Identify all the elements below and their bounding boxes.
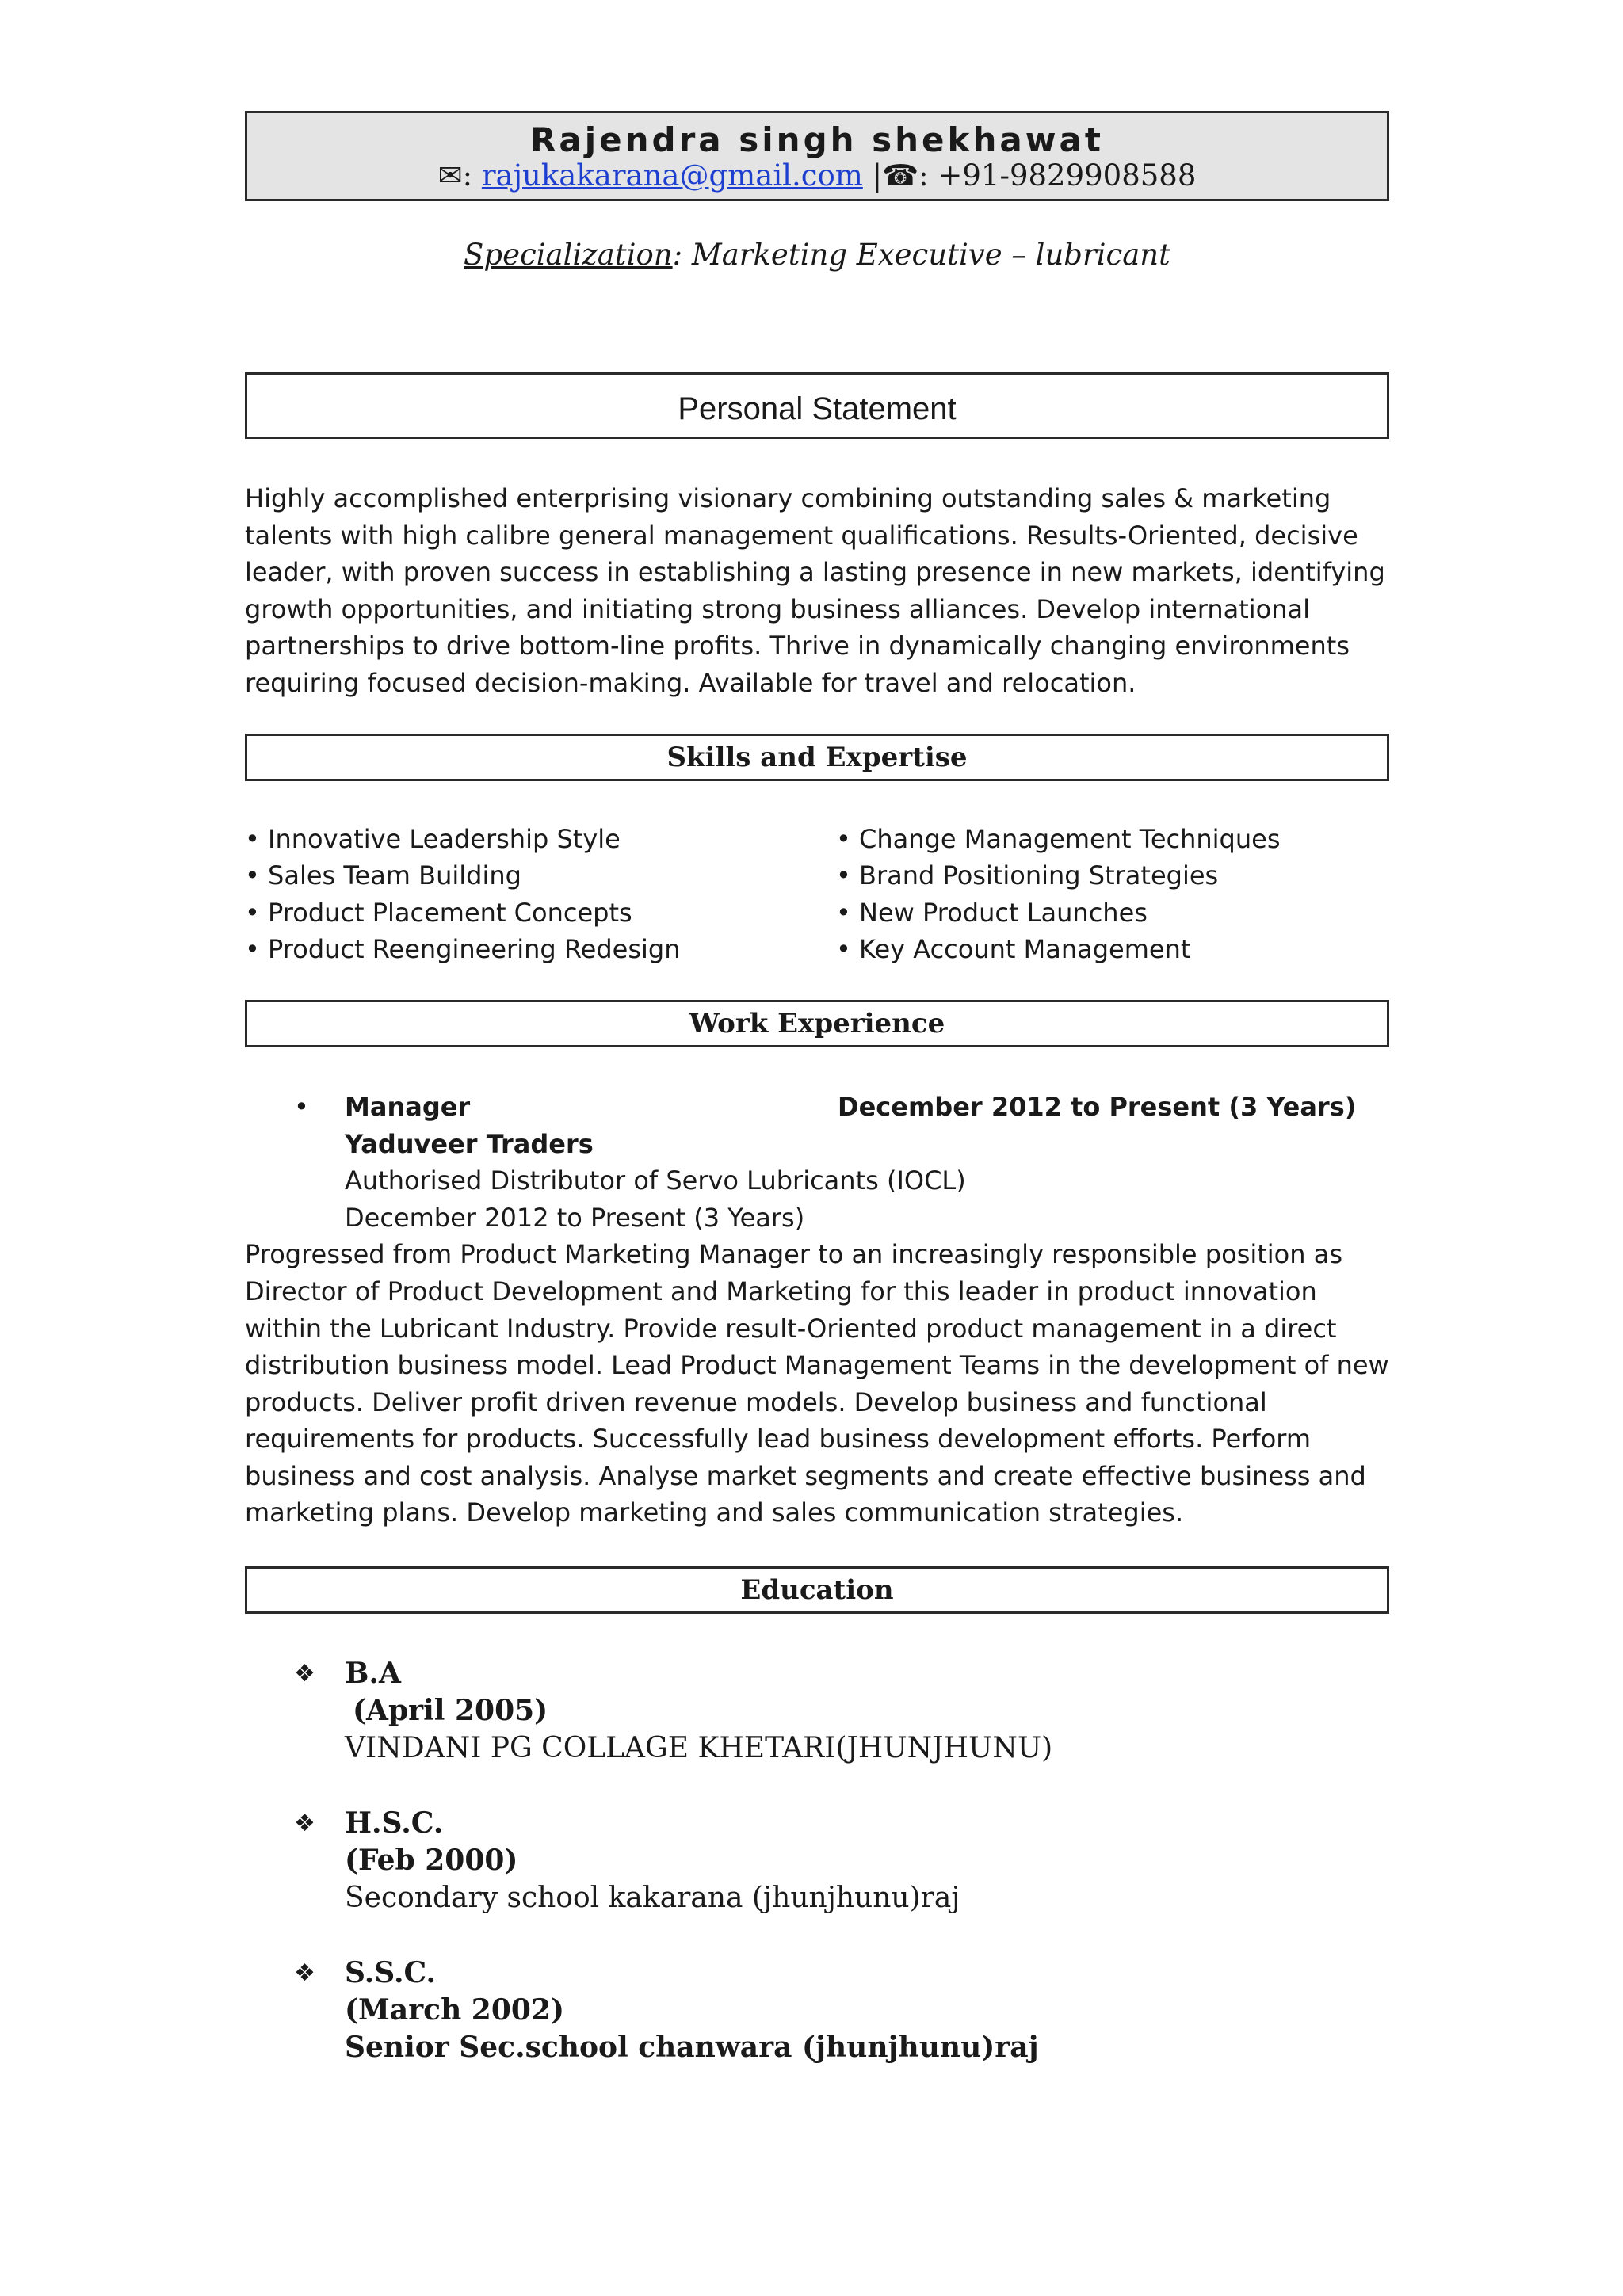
job-company: Yaduveer Traders <box>345 1128 594 1159</box>
contact-line: ✉: rajukakarana@gmail.com |☎: +91-9829908588 <box>437 158 1197 193</box>
education-item <box>245 1955 1389 2066</box>
specialization-value: : Marketing Executive – lubricant <box>672 238 1170 272</box>
skill-item: • Key Account Management <box>836 934 1191 965</box>
skill-item: • Innovative Leadership Style <box>245 823 621 854</box>
skill-item: • Sales Team Building <box>245 860 521 891</box>
bullet-icon: • <box>294 1091 309 1122</box>
education-item <box>245 1655 1389 1767</box>
skill-item: • New Product Launches <box>836 897 1148 928</box>
job-role: Manager <box>345 1091 471 1122</box>
email-link[interactable]: rajukakarana@gmail.com <box>481 158 863 193</box>
job-description: Progressed from Product Marketing Manager to an increasingly responsible position as Director of Product Development and Marketing for this leader in product innovation within the Lubricant Industry. Provide result-Oriented product management in a direct distribution business model. Lead Product Management Teams in the development of new products. Deliver profit driven revenue models. Develop business and functional requirements for products. Successfully lead business development efforts. Perform business and cost analysis. Analyse market segments and create effective business and marketing plans. Develop marketing and sales communication strategies. <box>245 1239 1389 1528</box>
phone-number: +91-9829908588 <box>938 158 1197 193</box>
education-date: (April 2005) <box>353 1694 548 1728</box>
specialization-line <box>245 236 1389 274</box>
job-period: December 2012 to Present (3 Years) <box>838 1091 1357 1122</box>
job-title-row <box>245 1089 1389 1126</box>
work-experience-heading: Work Experience <box>245 1000 1389 1047</box>
skill-item: • Brand Positioning Strategies <box>836 860 1219 891</box>
education-date: (March 2002) <box>345 1993 565 2027</box>
diamond-bullet-icon: ❖ <box>294 1660 315 1688</box>
job-entry <box>245 1089 1389 1531</box>
specialization-label: Specialization <box>464 238 673 272</box>
education-degree: H.S.C. <box>345 1806 444 1840</box>
diamond-bullet-icon: ❖ <box>294 1959 315 1988</box>
skill-item: • Product Placement Concepts <box>245 897 632 928</box>
personal-statement-heading: Personal Statement <box>245 372 1389 439</box>
contact-separator: | <box>872 158 883 193</box>
skills-list <box>245 821 1389 968</box>
personal-statement-text: Highly accomplished enterprising visionary combining outstanding sales & marketing talents with high calibre general management qualifications. Results-Oriented, decisive leader, with proven success in establishing a lasting presence in new markets, identifying growth opportunities, and initiating strong business alliances. Develop international partnerships to drive bottom-line profits. Thrive in dynamically changing environments requiring focused decision-making. Available for travel and relocation. <box>245 483 1385 698</box>
diamond-bullet-icon: ❖ <box>294 1810 315 1838</box>
skill-item: • Change Management Techniques <box>836 823 1281 854</box>
education-school: Secondary school kakarana (jhunjhunu)raj <box>345 1882 960 1915</box>
candidate-name: Rajendra singh shekhawat <box>530 120 1104 159</box>
skills-heading: Skills and Expertise <box>245 734 1389 781</box>
education-school: Senior Sec.school chanwara (jhunjhunu)raj <box>345 2031 1039 2065</box>
education-item <box>245 1805 1389 1917</box>
job-period-repeat: December 2012 to Present (3 Years) <box>345 1202 805 1233</box>
education-school: VINDANI PG COLLAGE KHETARI(JHUNJHUNU) <box>345 1732 1053 1765</box>
education-degree: B.A <box>345 1657 401 1691</box>
education-degree: S.S.C. <box>345 1956 437 1990</box>
education-list <box>245 1655 1389 2066</box>
education-heading: Education <box>245 1566 1389 1614</box>
header-box <box>245 111 1389 201</box>
email-icon: ✉ <box>437 158 463 193</box>
resume-page <box>245 111 1389 2104</box>
education-date: (Feb 2000) <box>345 1844 518 1878</box>
skill-item: • Product Reengineering Redesign <box>245 934 681 965</box>
phone-icon: ☎ <box>882 158 919 193</box>
job-company-description: Authorised Distributor of Servo Lubricants (IOCL) <box>345 1165 966 1196</box>
